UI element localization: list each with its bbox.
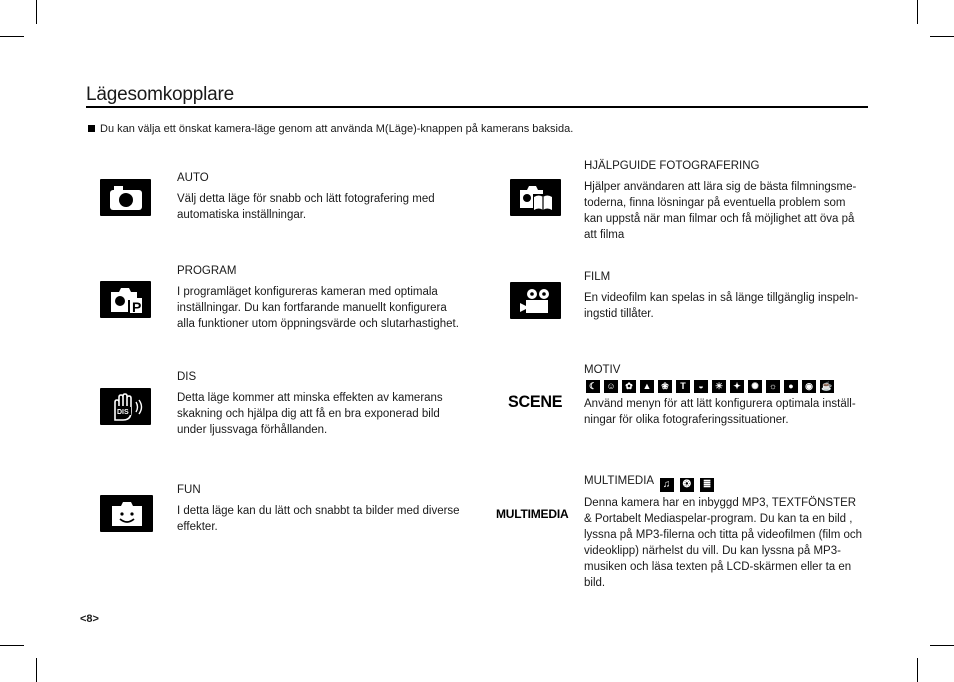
- dawn-icon: ☀: [712, 380, 726, 393]
- mode-film: [584, 269, 866, 322]
- mode-auto: [177, 170, 467, 223]
- mode-heading: DIS: [177, 371, 197, 383]
- night-icon: ☾: [586, 380, 600, 393]
- dis-hand-icon: [100, 388, 151, 425]
- mode-heading: HJÄLPGUIDE FOTOGRAFERING: [584, 160, 760, 172]
- multimedia-label: MULTIMEDIA: [496, 507, 569, 521]
- svg-text:DIS: DIS: [116, 408, 129, 416]
- crop-mark: [0, 36, 24, 37]
- text-icon: T: [676, 380, 690, 393]
- mode-description: Hjälper användaren att lära sig de bästa filmningsme-toderna, finna lösningar på eventuella problem som kan uppstå när man filmar och få möjlighet att öva på att filma: [584, 181, 857, 241]
- camera-icon: [100, 179, 151, 216]
- intro-text: Du kan välja ett önskat kamera-läge genom att använda M(Läge)-knappen på kamerans baksida.: [88, 123, 573, 135]
- mode-description: I detta läge kan du lätt och snabbt ta bilder med diverse effekter.: [177, 505, 460, 533]
- svg-text:P: P: [131, 298, 141, 314]
- mode-program: [177, 263, 467, 332]
- backlight-icon: ✦: [730, 380, 744, 393]
- movie-play-icon: ❂: [680, 478, 694, 492]
- mode-heading: MOTIV: [584, 364, 621, 376]
- beach-snow-icon: ☼: [766, 380, 780, 393]
- mode-description: Använd menyn för att lätt konfigurera optimala inställ-ningar för olika fotograferingssituationer.: [584, 398, 856, 426]
- mode-scene: [584, 362, 866, 428]
- mode-multimedia: [584, 473, 866, 591]
- close-up-icon: ❀: [658, 380, 672, 393]
- text-viewer-icon: ≣: [700, 478, 714, 492]
- crop-mark: [36, 0, 37, 24]
- landscape-icon: ▲: [640, 380, 654, 393]
- crop-mark: [930, 36, 954, 37]
- mode-heading: AUTO: [177, 172, 209, 184]
- mode-description: Välj detta läge för snabb och lätt fotografering med automatiska inställningar.: [177, 193, 435, 221]
- mode-description: Detta läge kommer att minska effekten av kamerans skakning och hjälpa dig att få en bra exponerad bild under ljussvaga förhållanden.: [177, 392, 443, 436]
- scene-icons-row: [586, 380, 866, 393]
- mode-help-guide: [584, 158, 866, 243]
- multimedia-heading-row: [584, 473, 866, 492]
- crop-mark: [917, 658, 918, 682]
- scene-label: SCENE: [508, 392, 563, 411]
- portrait-icon: ☺: [604, 380, 618, 393]
- children-icon: ✿: [622, 380, 636, 393]
- mode-fun: [177, 482, 467, 535]
- fireworks-icon: ✺: [748, 380, 762, 393]
- smiley-camera-icon: [100, 495, 153, 532]
- mode-description: Denna kamera har en inbyggd MP3, TEXTFÖNSTER & Portabelt Mediaspelar-program. Du kan ta en bild , lyssna på MP3-filerna och titta på videofilmen (film och videoklipp) närhelst du vill. Du kan lyssna på MP3-musiken och läsa texten på LCD-skärmen eller ta en bild.: [584, 497, 863, 589]
- mode-description: En videofilm kan spelas in så länge tillgänglig inspeln-ingstid tillåter.: [584, 292, 859, 320]
- crop-mark: [36, 658, 37, 682]
- crop-mark: [0, 645, 24, 646]
- music-note-icon: ♫: [660, 478, 674, 492]
- food-icon: ◉: [802, 380, 816, 393]
- movie-camera-icon: [510, 282, 561, 319]
- mode-dis: [177, 369, 467, 438]
- mode-heading: FUN: [177, 484, 201, 496]
- mode-heading: PROGRAM: [177, 265, 237, 277]
- mode-heading: FILM: [584, 271, 611, 283]
- cafe-icon: ☕: [821, 381, 833, 391]
- page-title: Lägesomkopplare: [86, 84, 868, 108]
- self-shot-icon: ●: [784, 380, 798, 393]
- camera-p-icon: [100, 281, 151, 318]
- page-number: <8>: [80, 613, 99, 625]
- mode-description: I programläget konfigureras kameran med optimala inställningar. Du kan fortfarande manuellt konfigurera alla funktioner utom öppningsvärde och slutarhastighet.: [177, 286, 459, 330]
- crop-mark: [917, 0, 918, 24]
- camera-book-icon: [510, 179, 561, 216]
- bullet-square-icon: [88, 125, 95, 132]
- mode-heading: MULTIMEDIA: [584, 475, 654, 487]
- sunset-icon: ◒: [694, 380, 708, 393]
- crop-mark: [930, 645, 954, 646]
